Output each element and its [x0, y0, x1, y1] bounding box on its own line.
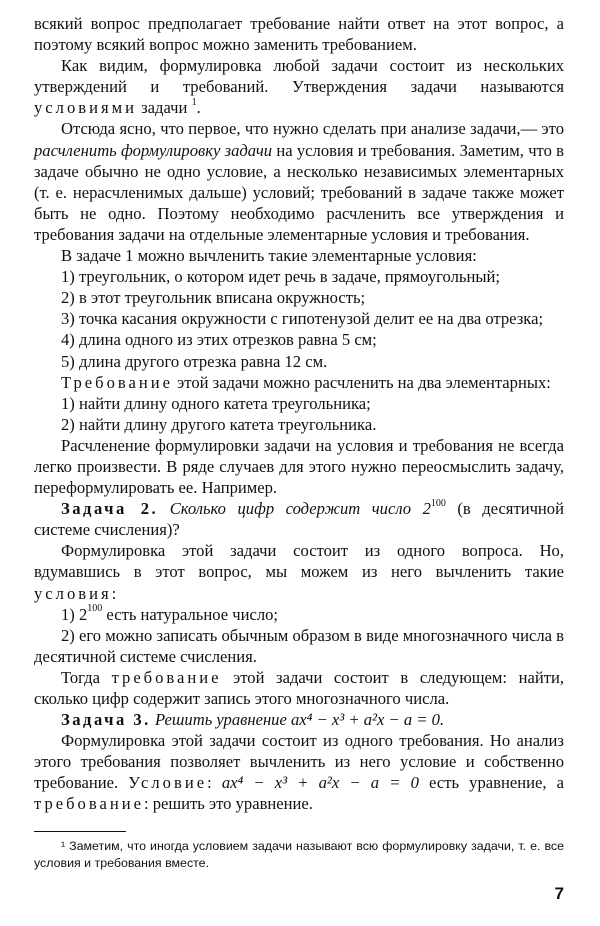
- math-equation: ax⁴ − x³ + a²x − a = 0.: [290, 710, 445, 730]
- paragraph: [34, 540, 564, 603]
- math-exponent: 100: [430, 497, 446, 509]
- list-item: 2) его можно записать обычным образом в виде многозначного числа в десятичной системе счисления.: [34, 625, 564, 666]
- text: этой задачи можно расчленить на два элементарных:: [173, 372, 551, 392]
- emphasis-spaced: условия: [34, 583, 112, 603]
- text: Отсюда ясно, что первое, что нужно сделать при анализе задачи,— это: [61, 119, 564, 139]
- text: есть натуральное число;: [102, 604, 279, 624]
- math: 2: [422, 499, 431, 519]
- footnote-mark: 1: [191, 96, 197, 108]
- text: есть уравнение, а: [418, 773, 565, 793]
- page-number: 7: [554, 884, 564, 903]
- emphasis-spaced: Требование: [61, 372, 174, 392]
- paragraph: всякий вопрос предполагает требование найти ответ на этот вопрос, а поэтому всякий вопрос можно заменить требованием.: [34, 14, 564, 55]
- paragraph: [34, 372, 564, 393]
- footnote-mark: ¹: [61, 839, 66, 853]
- list-item: 3) точка касания окружности с гипотенузой делит ее на два отрезка;: [61, 309, 544, 329]
- text: (в десятичной системе счисления)?: [34, 499, 564, 540]
- text: на условия и требования. Заметим, что в задаче обычно не одно условие, а несколько независимых элементарных (т. е. нерасчленимых дальше) условий; требований в задаче также может быть не одно. Поэтому необходимо расчленить все утверждения и требования задачи на отдельные элементарные условия и требования.: [34, 140, 565, 244]
- list-item: 2) найти длину другого катета треугольника.: [61, 414, 377, 434]
- emphasis-spaced: требование: [111, 667, 222, 687]
- paragraph: [34, 730, 564, 814]
- page-body: [34, 13, 564, 815]
- text: :: [207, 773, 222, 793]
- list-item: 1) найти длину одного катета треугольника;: [61, 393, 371, 413]
- text: задачи: [136, 98, 192, 118]
- text: Как видим, формулировка любой задачи состоит из нескольких утверждений и требований. Утверждения задачи называются: [34, 56, 564, 97]
- math-equation: ax⁴ − x³ + a²x − a = 0: [221, 773, 419, 793]
- text: .: [196, 98, 201, 118]
- task-heading: [34, 709, 564, 730]
- task-label: Задача 2.: [61, 499, 159, 519]
- text: Тогда: [61, 667, 112, 687]
- task-statement: Сколько цифр содержит число: [158, 499, 423, 519]
- text: : решить это уравнение.: [143, 794, 313, 814]
- footnote-divider: [34, 831, 126, 832]
- text: Формулировка этой задачи состоит из одного требования. Но анализ этого требования позволяет вычленить из него условие и собственно требование.: [34, 731, 564, 793]
- paragraph: Расчленение формулировки задачи на условия и требования не всегда легко произвести. В ряде случаев для этого нужно переосмыслить задачу, переформулировать ее. Например.: [34, 435, 564, 498]
- emphasis-spaced: условиями: [34, 98, 137, 118]
- task-statement: Решить уравнение: [150, 710, 291, 730]
- paragraph: В задаче 1 можно вычленить такие элементарные условия:: [61, 246, 477, 266]
- list-item: 5) длина другого отрезка равна 12 см.: [61, 351, 328, 371]
- footnote-text: Заметим, что иногда условием задачи называют всю формулировку задачи, т. е. все условия и требования вместе.: [34, 839, 564, 870]
- text: :: [111, 583, 117, 603]
- paragraph: [34, 55, 564, 118]
- task-heading: [34, 498, 564, 540]
- text: этой задачи состоит в следующем: найти, сколько цифр содержит запись этого многозначного числа.: [34, 667, 564, 708]
- list-item: 1) треугольник, о котором идет речь в задаче, прямоугольный;: [61, 267, 500, 287]
- paragraph: [34, 667, 564, 709]
- footnote: [34, 838, 564, 872]
- text: Формулировка этой задачи состоит из одного вопроса. Но, вдумавшись в этот вопрос, мы можем из него вычленить такие: [34, 541, 564, 582]
- task-label: Задача 3.: [61, 710, 151, 730]
- list-item: 2) в этот треугольник вписана окружность;: [61, 288, 366, 308]
- emphasis-spaced: требование: [34, 794, 144, 814]
- text: 1) 2: [61, 604, 88, 624]
- math-exponent: 100: [87, 603, 103, 615]
- emphasis-italic: расчленить формулировку задачи: [34, 140, 273, 160]
- list-item: [34, 604, 564, 625]
- emphasis-spaced: Условие: [128, 773, 208, 793]
- paragraph: [34, 118, 564, 245]
- list-item: 4) длина одного из этих отрезков равна 5 см;: [61, 330, 377, 350]
